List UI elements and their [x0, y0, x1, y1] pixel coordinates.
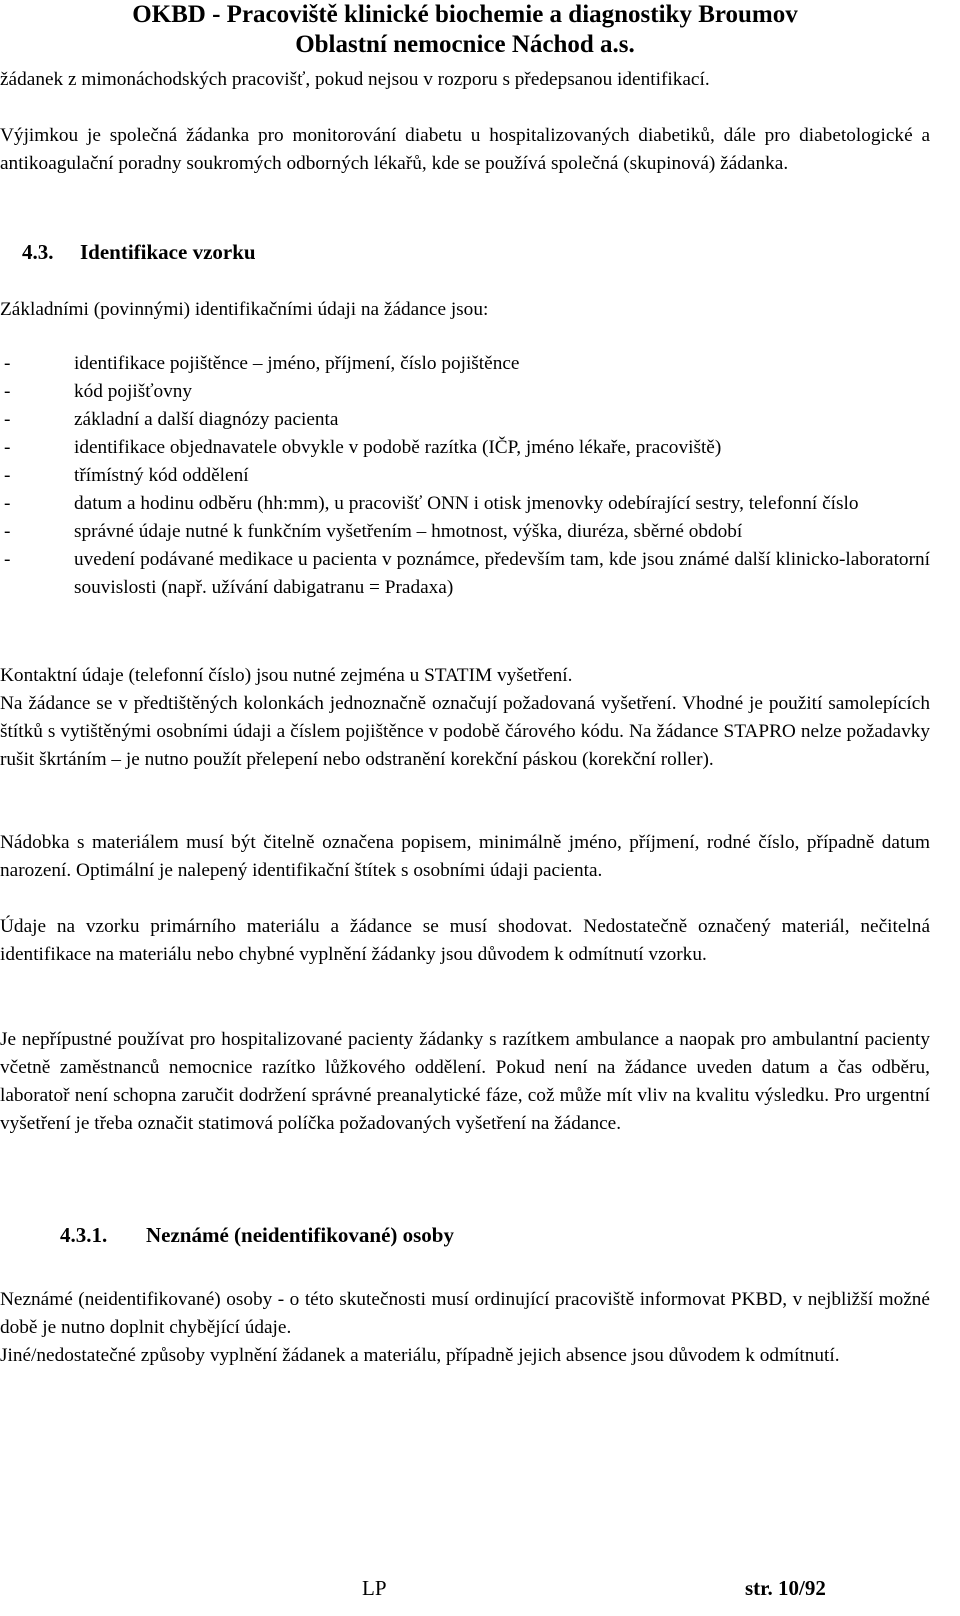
list-dash: -: [4, 437, 11, 458]
paragraph-intro: Základními (povinnými) identifikačními údaji na žádance jsou:: [0, 299, 489, 320]
list-item: [0, 462, 930, 490]
header-title: OKBD - Pracoviště klinické biochemie a diagnostiky Broumov: [132, 1, 798, 28]
list-item: [0, 406, 930, 434]
header-subtitle: Oblastní nemocnice Náchod a.s.: [295, 31, 635, 58]
paragraph-continuation: žádanek z mimonáchodských pracovišť, pokud nejsou v rozporu s předepsanou identifikací.: [0, 69, 710, 90]
footer-left: LP: [362, 1576, 387, 1600]
list-item: [0, 378, 930, 406]
subsection-number: 4.3.1.: [60, 1223, 108, 1247]
list-item-text: základní a další diagnózy pacienta: [74, 409, 339, 430]
list-item-text: datum a hodinu odběru (hh:mm), u pracovišť ONN i otisk jmenovky odebírající sestry, telefonní číslo: [74, 493, 859, 514]
section-title: Identifikace vzorku: [80, 240, 256, 264]
paragraph-forbidden: Je nepřípustné používat pro hospitalizované pacienty žádanky s razítkem ambulance a naopak pro ambulantní pacienty včetně zaměstnanců nemocnice razítko lůžkového oddělení. Pokud není na žádance uveden datum a čas odběru, laboratoř není schopna zaručit dodržení správné preanalytické fáze, což může mít vliv na kvalitu výsledku. Pro urgentní vyšetření je třeba označit statimová políčka požadovaných vyšetření na žádance.: [0, 1029, 930, 1134]
list-item: [0, 518, 930, 546]
list-item-text: identifikace objednavatele obvykle v podobě razítka (IČP, jméno lékaře, pracoviště): [74, 437, 722, 458]
list-item-text: identifikace pojištěnce – jméno, příjmení, číslo pojištěnce: [74, 353, 520, 374]
list-dash: -: [4, 409, 11, 430]
subsection-title: Neznámé (neidentifikované) osoby: [146, 1223, 454, 1247]
list-dash: -: [4, 465, 11, 486]
list-dash: -: [4, 353, 11, 374]
list-dash: -: [4, 493, 11, 514]
identification-list: [0, 350, 930, 602]
list-item: [0, 350, 930, 378]
list-item-text: správné údaje nutné k funkčním vyšetřením – hmotnost, výška, diuréza, sběrné období: [74, 521, 743, 542]
paragraph-unknown-persons: Neznámé (neidentifikované) osoby - o této skutečnosti musí ordinující pracoviště informovat PKBD, v nejbližší možné době je nutno doplnit chybějící údaje.: [0, 1289, 930, 1338]
list-item: [0, 434, 930, 462]
list-item-text: třímístný kód oddělení: [74, 465, 249, 486]
list-item: [0, 546, 930, 602]
list-dash: -: [4, 521, 11, 542]
list-item-text: uvedení podávané medikace u pacienta v poznámce, především tam, kde jsou známé další klinicko-laboratorní souvislosti (např. užívání dabigatranu = Pradaxa): [74, 549, 930, 598]
list-dash: -: [4, 549, 11, 570]
list-item-text: kód pojišťovny: [74, 381, 193, 402]
paragraph-rejection: Jiné/nedostatečné způsoby vyplnění žádanek a materiálu, případně jejich absence jsou důvodem k odmítnutí.: [0, 1345, 840, 1366]
paragraph-contact: Kontaktní údaje (telefonní číslo) jsou nutné zejména u STATIM vyšetření.: [0, 665, 573, 686]
section-number: 4.3.: [22, 240, 54, 264]
paragraph-request-marking: Na žádance se v předtištěných kolonkách jednoznačně označují požadovaná vyšetření. Vhodné je použití samolepících štítků s vytištěnými osobními údaji a číslem pojištěnce v podobě čárového kódu. Na žádance STAPRO nelze požadavky rušit škrtáním – je nutno použít přelepení nebo odstranění korekční páskou (korekční roller).: [0, 693, 930, 770]
paragraph-container-labeling: Nádobka s materiálem musí být čitelně označena popisem, minimálně jméno, příjmení, rodné číslo, případně datum narození. Optimální je nalepený identifikační štítek s osobními údaji pacienta.: [0, 832, 930, 881]
paragraph-matching: Údaje na vzorku primárního materiálu a žádance se musí shodovat. Nedostatečně označený materiál, nečitelná identifikace na materiálu nebo chybné vyplnění žádanky jsou důvodem k odmítnutí vzorku.: [0, 916, 930, 965]
list-item: [0, 490, 930, 518]
footer-page-number: str. 10/92: [745, 1576, 826, 1600]
list-dash: -: [4, 381, 11, 402]
paragraph-exception: Výjimkou je společná žádanka pro monitorování diabetu u hospitalizovaných diabetiků, dále pro diabetologické a antikoagulační poradny soukromých odborných lékařů, kde se používá společná (skupinová) žádanka.: [0, 125, 930, 174]
